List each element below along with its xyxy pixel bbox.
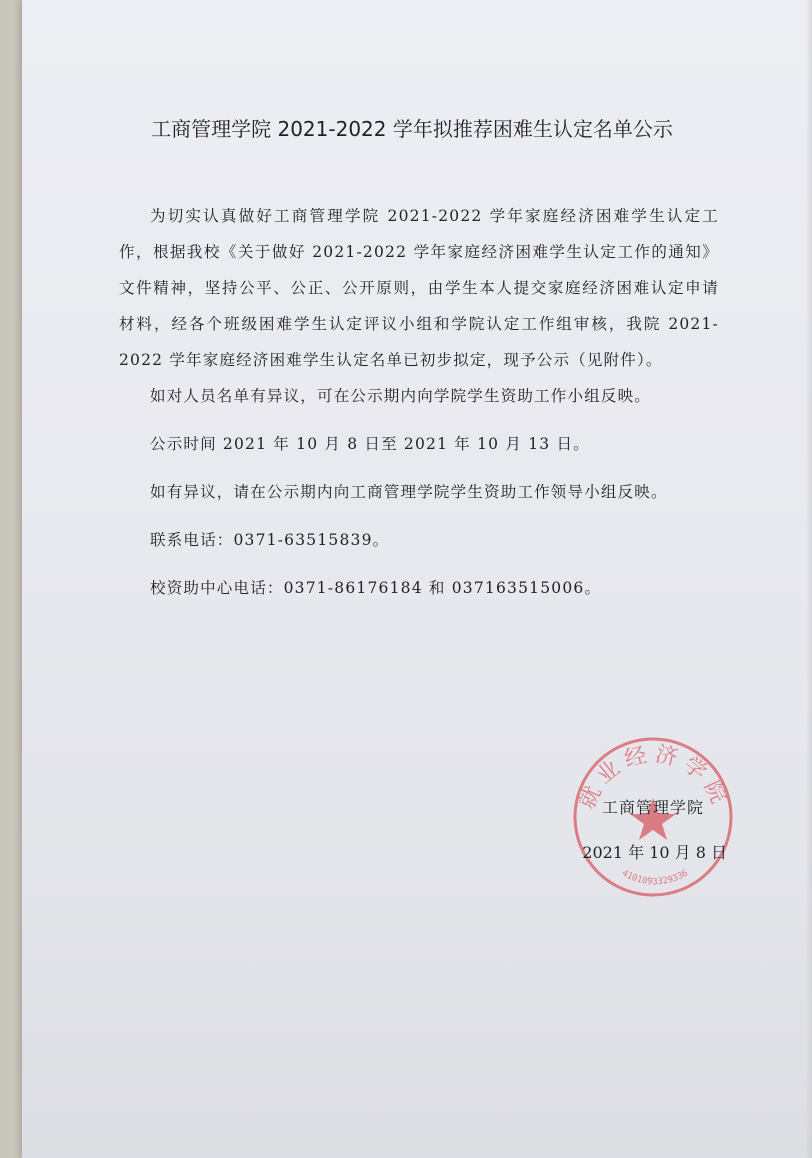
seal-code: 4101093329336 [620,868,690,888]
paragraph-center-phone: 校资助中心电话：0371-86176184 和 037163515006。 [150,579,602,597]
paragraph-contact-phone: 联系电话：0371-63515839。 [150,531,390,549]
paragraph-objection-leadership: 如有异议，请在公示期内向工商管理学院学生资助工作领导小组反映。 [150,483,668,501]
paragraph-intro: 为切实认真做好工商管理学院 2021-2022 学年家庭经济困难学生认定工作，根据我校《关于做好 2021-2022 学年家庭经济困难学生认定工作的通知》文件精神，坚持公平、公正、公开原则，由学生本人提交家庭经济困难认定申请材料，经各个班级困难学生认定评议小组和学院认定工作组审核，我院 2021-2022 学年家庭经济困难学生认定名单已初步拟定，现予公示（见附件）。 [119,207,719,369]
signature-date: 2021 年 10 月 8 日 [582,843,727,862]
signature-org: 工商管理学院 [601,798,704,817]
paper-sheet [22,0,812,1158]
document-title: 工商管理学院 2021-2022 学年拟推荐困难生认定名单公示 [151,117,673,141]
document-body [119,198,719,606]
paragraph-objection: 如对人员名单有异议，可在公示期内向学院学生资助工作小组反映。 [150,387,652,405]
seal-text: 就业经济学院 [574,741,734,813]
paragraph-period: 公示时间 2021 年 10 月 8 日至 2021 年 10 月 13 日。 [150,435,590,453]
